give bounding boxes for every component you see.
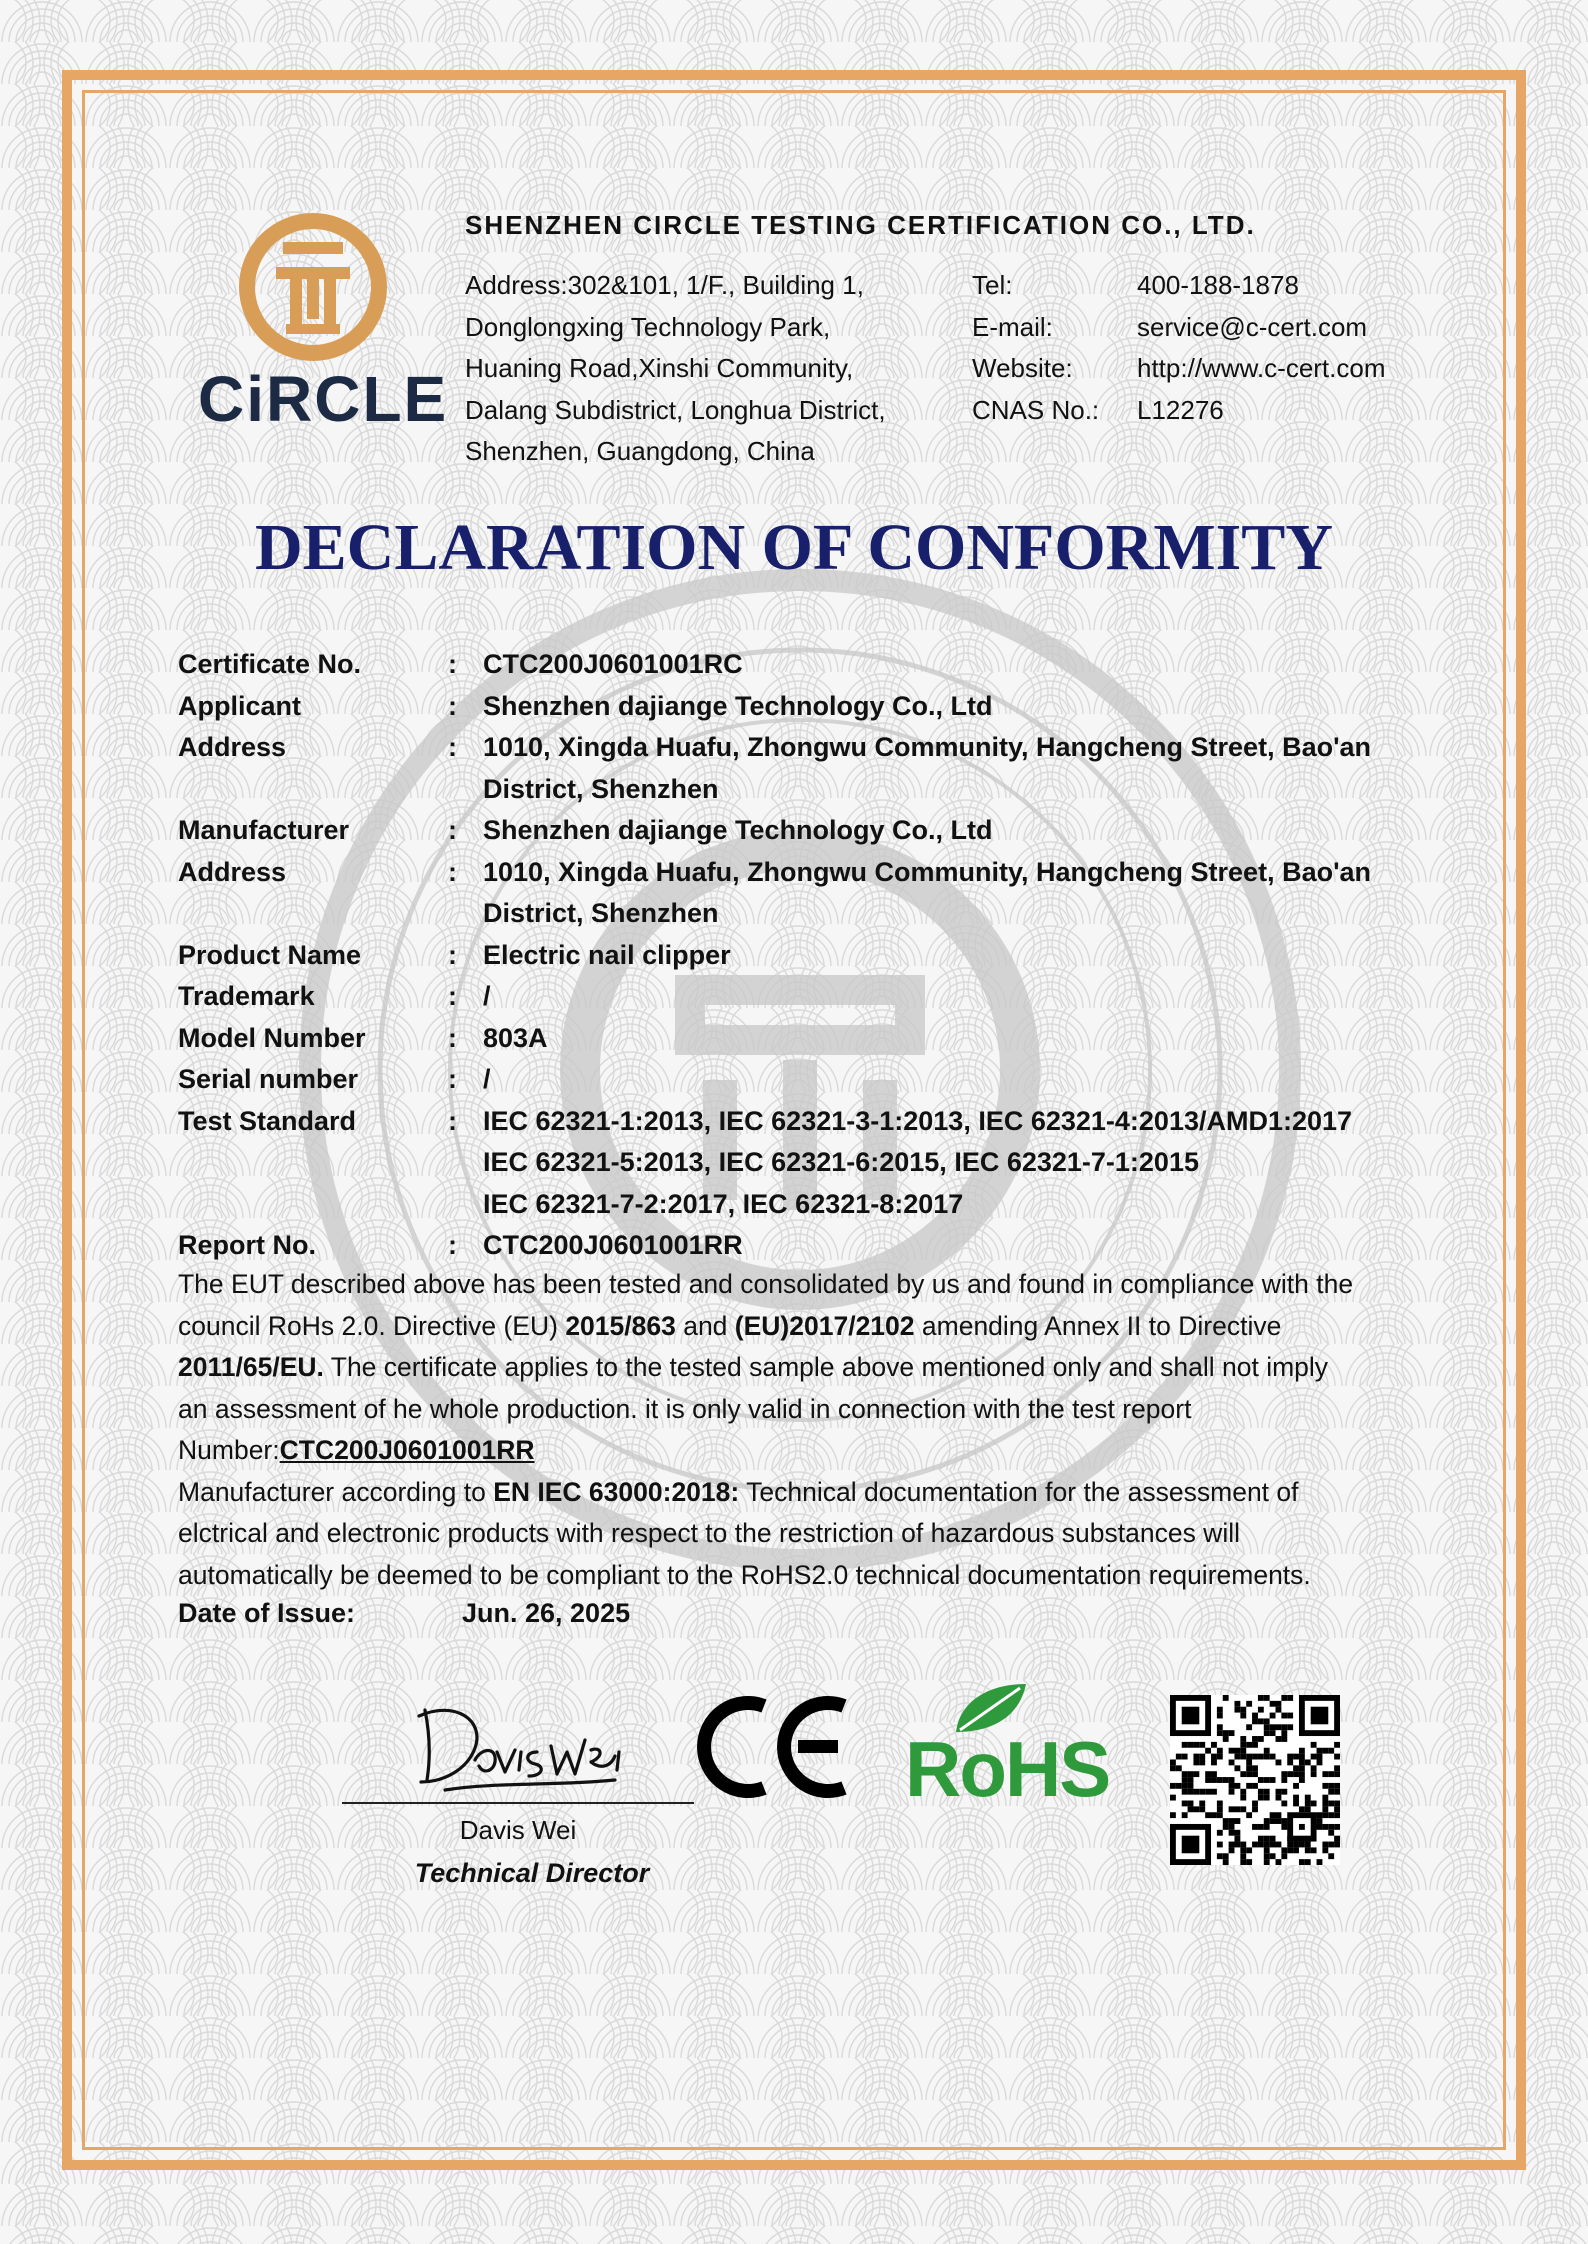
address-line: Shenzhen, Guangdong, China	[465, 436, 815, 466]
statement-line	[178, 1347, 1418, 1389]
field-colon: :	[448, 732, 457, 762]
field-certificate-no	[178, 644, 1483, 686]
company-name: SHENZHEN CIRCLE TESTING CERTIFICATION CO., LTD.	[465, 210, 1256, 240]
field-colon: :	[448, 649, 457, 679]
field-colon: :	[448, 1022, 457, 1053]
field-value: Electric nail clipper	[483, 939, 731, 970]
company-address	[465, 265, 886, 473]
statement-text: Manufacturer according to	[178, 1476, 494, 1507]
website-value: http://www.c-cert.com	[1137, 353, 1386, 383]
field-model-number	[178, 1018, 1483, 1060]
field-colon: :	[448, 690, 457, 721]
tel-label: Tel:	[972, 270, 1013, 300]
field-colon: :	[448, 815, 457, 845]
statement-bold: 2011/65/EU.	[178, 1352, 324, 1382]
field-value: Shenzhen dajiange Technology Co., Ltd	[483, 815, 993, 845]
field-colon: :	[448, 981, 457, 1011]
address-line: Huaning Road,Xinshi Community,	[465, 353, 854, 383]
field-value: 1010, Xingda Huafu, Zhongwu Community, Hangcheng Street, Bao'an	[483, 732, 1372, 762]
field-value: /	[483, 1064, 491, 1094]
statement-text: council RoHs 2.0. Directive (EU)	[178, 1310, 566, 1341]
field-value: IEC 62321-7-2:2017, IEC 62321-8:2017	[483, 1188, 964, 1219]
statement-text: amending Annex II to Directive	[914, 1310, 1282, 1341]
address-line: Dalang Subdistrict, Longhua District,	[465, 394, 886, 425]
conformity-statement	[178, 1264, 1418, 1596]
rohs-mark: RoHS	[905, 1725, 1110, 1813]
ce-mark-icon	[694, 1692, 850, 1802]
field-value: CTC200J0601001RR	[483, 1230, 743, 1260]
field-value: CTC200J0601001RC	[483, 649, 743, 679]
field-value: 803A	[483, 1022, 548, 1053]
field-label: Certificate No.	[178, 649, 362, 679]
field-serial-number	[178, 1059, 1483, 1101]
document-title: DECLARATION OF CONFORMITY	[254, 511, 1333, 584]
contact-values	[1137, 265, 1386, 431]
field-manufacturer	[178, 810, 1483, 852]
field-label: Product Name	[178, 939, 362, 970]
field-value: 1010, Xingda Huafu, Zhongwu Community, Hangcheng Street, Bao'an	[483, 856, 1372, 887]
circle-logo-icon	[238, 212, 388, 362]
field-report-no	[178, 1225, 1483, 1267]
address-line: Address:302&101, 1/F., Building 1,	[465, 270, 864, 300]
date-of-issue-value: Jun. 26, 2025	[462, 1598, 631, 1628]
statement-line: automatically be deemed to be compliant to the RoHS2.0 technical documentation requirements.	[178, 1559, 1311, 1590]
field-product-name	[178, 935, 1483, 977]
statement-line: elctrical and electronic products with respect to the restriction of hazardous substances will	[178, 1518, 1240, 1548]
date-of-issue-label: Date of Issue:	[178, 1598, 356, 1628]
field-colon: :	[448, 1064, 457, 1094]
statement-bold: EN IEC 63000:2018:	[493, 1476, 740, 1507]
contact-labels	[972, 265, 1099, 431]
certificate-fields	[178, 644, 1483, 1267]
statement-line	[178, 1430, 1418, 1472]
field-label: Manufacturer	[178, 815, 350, 845]
field-applicant-address	[178, 727, 1483, 810]
field-colon: :	[448, 856, 457, 887]
field-applicant	[178, 686, 1483, 728]
address-line: Donglongxing Technology Park,	[465, 311, 831, 342]
statement-text: Technical documentation for the assessment of	[739, 1476, 1299, 1507]
statement-text: Number:	[178, 1435, 280, 1465]
signature-image	[405, 1690, 645, 1800]
cnas-value: L12276	[1137, 394, 1224, 425]
statement-bold: (EU)2017/2102	[734, 1310, 915, 1341]
statement-line: an assessment of he whole production. it is only valid in connection with the test report	[178, 1393, 1192, 1424]
statement-line	[178, 1472, 1418, 1514]
statement-bold: 2015/863	[565, 1310, 676, 1341]
field-label: Applicant	[178, 690, 302, 721]
field-label: Address	[178, 856, 287, 887]
field-value: IEC 62321-5:2013, IEC 62321-6:2015, IEC 62321-7-1:2015	[483, 1147, 1199, 1177]
statement-text: and	[675, 1310, 735, 1341]
field-manufacturer-address	[178, 852, 1483, 935]
statement-line	[178, 1306, 1418, 1348]
signatory-title: Technical Director	[414, 1858, 650, 1888]
field-value: IEC 62321-1:2013, IEC 62321-3-1:2013, IEC 62321-4:2013/AMD1:2017	[483, 1105, 1353, 1136]
field-value: District, Shenzhen	[483, 898, 719, 928]
report-number-reference: CTC200J0601001RR	[279, 1435, 535, 1465]
field-value: Shenzhen dajiange Technology Co., Ltd	[483, 690, 993, 721]
cnas-label: CNAS No.:	[972, 394, 1100, 425]
field-colon: :	[448, 1230, 457, 1260]
qr-code-image	[1170, 1695, 1340, 1865]
signatory-name: Davis Wei	[459, 1815, 577, 1845]
field-label: Serial number	[178, 1064, 359, 1094]
website-label: Website:	[972, 353, 1073, 383]
signature-line	[342, 1802, 694, 1804]
field-test-standard	[178, 1101, 1483, 1226]
field-trademark	[178, 976, 1483, 1018]
field-colon: :	[448, 1105, 457, 1136]
field-colon: :	[448, 939, 457, 970]
field-label: Test Standard	[178, 1105, 357, 1136]
statement-line: The EUT described above has been tested and consolidated by us and found in compliance with the	[178, 1269, 1354, 1299]
field-value: District, Shenzhen	[483, 773, 719, 804]
logo-wordmark: CiRCLE	[198, 363, 449, 435]
statement-text: The certificate applies to the tested sample above mentioned only and shall not imply	[323, 1352, 1329, 1382]
email-value: service@c-cert.com	[1137, 311, 1368, 342]
field-label: Report No.	[178, 1230, 316, 1260]
email-label: E-mail:	[972, 311, 1053, 342]
tel-value: 400-188-1878	[1137, 270, 1299, 300]
field-label: Address	[178, 732, 287, 762]
field-label: Trademark	[178, 981, 315, 1011]
field-label: Model Number	[178, 1022, 366, 1053]
field-value: /	[483, 981, 491, 1011]
